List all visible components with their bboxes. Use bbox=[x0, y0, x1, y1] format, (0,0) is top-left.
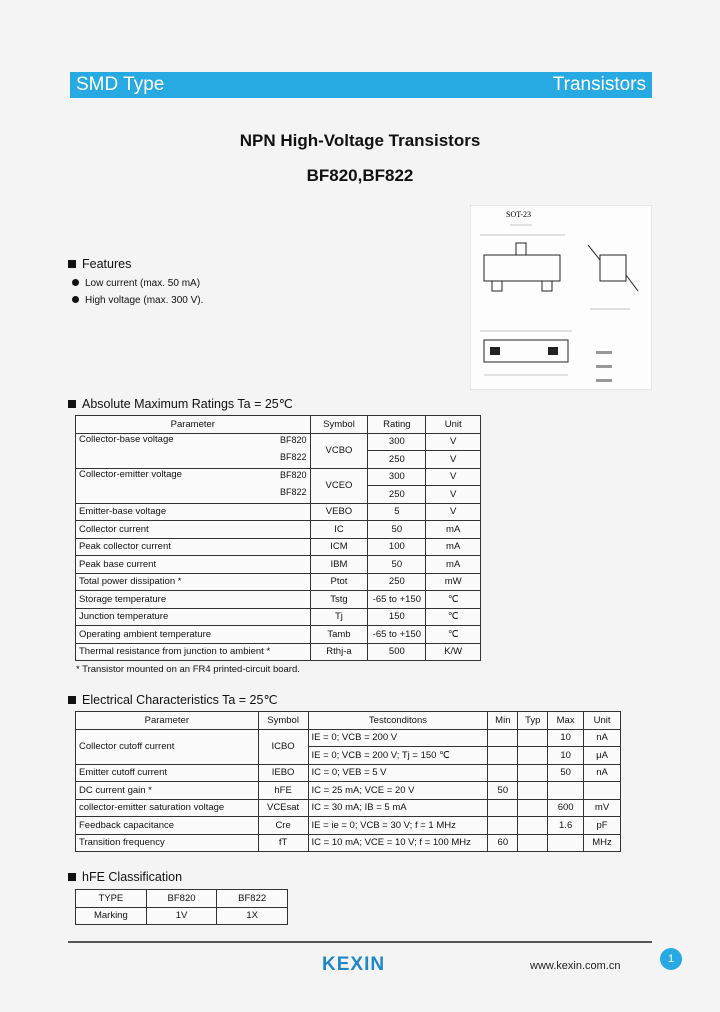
feature-item: High voltage (max. 300 V). bbox=[72, 295, 203, 306]
table-cell bbox=[518, 729, 548, 747]
table-cell: Collector-emitter voltage BF820 BF822 bbox=[76, 468, 311, 503]
table-cell: Collector-base voltage BF820 BF822 bbox=[76, 433, 311, 468]
table-cell: V bbox=[426, 433, 481, 451]
table-cell: 250 bbox=[368, 451, 426, 469]
table-cell: IE = 0; VCB = 200 V bbox=[308, 729, 488, 747]
kexin-logo: KEXIN bbox=[322, 954, 386, 975]
table-cell: mA bbox=[426, 538, 481, 556]
table-cell: 250 bbox=[368, 573, 426, 591]
table-cell: ICBO bbox=[258, 729, 308, 764]
table-cell: IE = 0; VCB = 200 V; Tj = 150 ℃ bbox=[308, 747, 488, 765]
table-row bbox=[76, 890, 288, 908]
table-cell: Tj bbox=[310, 608, 368, 626]
table-cell: MHz bbox=[584, 834, 621, 852]
table-cell: mV bbox=[584, 799, 621, 817]
table-row bbox=[76, 817, 621, 835]
table-cell: 50 bbox=[548, 764, 584, 782]
table-cell: IC = 25 mA; VCE = 20 V bbox=[308, 782, 488, 800]
table-cell: 50 bbox=[368, 556, 426, 574]
table-cell: mA bbox=[426, 556, 481, 574]
table-row bbox=[76, 782, 621, 800]
table-cell: 50 bbox=[488, 782, 518, 800]
table-cell bbox=[518, 782, 548, 800]
table-cell: Total power dissipation * bbox=[76, 573, 311, 591]
table-cell: Peak base current bbox=[76, 556, 311, 574]
table-cell: Emitter-base voltage bbox=[76, 503, 311, 521]
table-cell: Peak collector current bbox=[76, 538, 311, 556]
table-cell bbox=[518, 747, 548, 765]
table-cell: Transition frequency bbox=[76, 834, 259, 852]
table-header-cell: Symbol bbox=[258, 712, 308, 730]
table-cell bbox=[548, 782, 584, 800]
table-header-cell: Symbol bbox=[310, 416, 368, 434]
header-banner bbox=[70, 72, 652, 98]
footer-url[interactable]: www.kexin.com.cn bbox=[530, 960, 621, 972]
table-cell: Collector current bbox=[76, 521, 311, 539]
table-cell: DC current gain * bbox=[76, 782, 259, 800]
table-cell: IEBO bbox=[258, 764, 308, 782]
table-cell: IBM bbox=[310, 556, 368, 574]
table-cell: V bbox=[426, 451, 481, 469]
hfe-table bbox=[75, 889, 288, 925]
table-cell: Junction temperature bbox=[76, 608, 311, 626]
table-header-row bbox=[76, 712, 621, 730]
table-cell: -65 to +150 bbox=[368, 626, 426, 644]
table-row bbox=[76, 626, 481, 644]
table-cell: mW bbox=[426, 573, 481, 591]
table-cell bbox=[518, 764, 548, 782]
table-cell: Thermal resistance from junction to ambient * bbox=[76, 643, 311, 661]
table-row bbox=[76, 503, 481, 521]
table-cell: Storage temperature bbox=[76, 591, 311, 609]
table-cell: ℃ bbox=[426, 608, 481, 626]
bullet-square-icon bbox=[68, 873, 76, 881]
table-header-cell: Rating bbox=[368, 416, 426, 434]
table-cell bbox=[518, 817, 548, 835]
table-cell bbox=[488, 764, 518, 782]
bullet-dot-icon bbox=[72, 296, 79, 303]
table-cell bbox=[584, 782, 621, 800]
table-cell: mA bbox=[426, 521, 481, 539]
table-row bbox=[76, 834, 621, 852]
table-cell: Collector cutoff current bbox=[76, 729, 259, 764]
table-cell bbox=[548, 834, 584, 852]
table-row bbox=[76, 521, 481, 539]
bullet-dot-icon bbox=[72, 279, 79, 286]
bullet-square-icon bbox=[68, 400, 76, 408]
table-cell: ℃ bbox=[426, 626, 481, 644]
table-cell: pF bbox=[584, 817, 621, 835]
table-cell bbox=[488, 747, 518, 765]
table-row bbox=[76, 556, 481, 574]
table-row bbox=[76, 799, 621, 817]
table-cell: hFE bbox=[258, 782, 308, 800]
table-cell: Tamb bbox=[310, 626, 368, 644]
header-left: SMD Type bbox=[76, 74, 165, 95]
table-cell: TYPE bbox=[76, 890, 147, 908]
table-cell: VCEsat bbox=[258, 799, 308, 817]
table-cell: Tstg bbox=[310, 591, 368, 609]
table-row bbox=[76, 643, 481, 661]
table-cell: Ptot bbox=[310, 573, 368, 591]
table-cell: IC = 10 mA; VCE = 10 V; f = 100 MHz bbox=[308, 834, 488, 852]
table-cell: V bbox=[426, 503, 481, 521]
table-cell: Operating ambient temperature bbox=[76, 626, 311, 644]
package-label: SOT-23 bbox=[506, 210, 532, 219]
bullet-square-icon bbox=[68, 260, 76, 268]
table-cell: 250 bbox=[368, 486, 426, 504]
table-cell: Marking bbox=[76, 907, 147, 925]
table-cell: ℃ bbox=[426, 591, 481, 609]
page-number-badge: 1 bbox=[660, 948, 682, 970]
table-cell: VCEO bbox=[310, 468, 368, 503]
table-cell bbox=[488, 729, 518, 747]
table-cell: BF822 bbox=[217, 890, 288, 908]
table-row bbox=[76, 729, 621, 747]
table-row bbox=[76, 573, 481, 591]
table-header-cell: Unit bbox=[426, 416, 481, 434]
table-row bbox=[76, 538, 481, 556]
table-cell bbox=[518, 834, 548, 852]
table-cell: nA bbox=[584, 729, 621, 747]
table-row bbox=[76, 764, 621, 782]
table-header-row bbox=[76, 416, 481, 434]
abs-max-table bbox=[75, 415, 481, 661]
table-row bbox=[76, 907, 288, 925]
table-cell bbox=[488, 817, 518, 835]
table-cell: 60 bbox=[488, 834, 518, 852]
table-cell: 100 bbox=[368, 538, 426, 556]
table-cell: 300 bbox=[368, 433, 426, 451]
table-cell bbox=[518, 799, 548, 817]
table-cell: Emitter cutoff current bbox=[76, 764, 259, 782]
table-cell: 1.6 bbox=[548, 817, 584, 835]
table-cell: Feedback capacitance bbox=[76, 817, 259, 835]
footer-divider bbox=[68, 941, 652, 943]
elec-heading: Electrical Characteristics Ta = 25℃ bbox=[68, 692, 277, 707]
table-header-cell: Parameter bbox=[76, 416, 311, 434]
table-row bbox=[76, 468, 481, 486]
table-row bbox=[76, 591, 481, 609]
table-cell: 5 bbox=[368, 503, 426, 521]
bullet-square-icon bbox=[68, 696, 76, 704]
table-cell: 50 bbox=[368, 521, 426, 539]
table-cell: 1V bbox=[146, 907, 217, 925]
table-cell: K/W bbox=[426, 643, 481, 661]
table-header-cell: Unit bbox=[584, 712, 621, 730]
table-header-cell: Max bbox=[548, 712, 584, 730]
table-header-cell: Testconditons bbox=[308, 712, 488, 730]
table-cell: 600 bbox=[548, 799, 584, 817]
table-cell: fT bbox=[258, 834, 308, 852]
table-cell: Cre bbox=[258, 817, 308, 835]
table-cell: BF820 bbox=[146, 890, 217, 908]
table-header-cell: Min bbox=[488, 712, 518, 730]
table-cell: V bbox=[426, 468, 481, 486]
table-cell: VEBO bbox=[310, 503, 368, 521]
table-cell: collector-emitter saturation voltage bbox=[76, 799, 259, 817]
table-cell: μA bbox=[584, 747, 621, 765]
table-header-cell: Parameter bbox=[76, 712, 259, 730]
features-heading: Features bbox=[68, 257, 131, 271]
page-subtitle: BF820,BF822 bbox=[306, 166, 414, 185]
table-cell: IC bbox=[310, 521, 368, 539]
table-cell: Rthj-a bbox=[310, 643, 368, 661]
feature-item: Low current (max. 50 mA) bbox=[72, 278, 200, 289]
page-title: NPN High-Voltage Transistors bbox=[239, 131, 481, 150]
package-drawing bbox=[470, 205, 652, 390]
abs-max-heading: Absolute Maximum Ratings Ta = 25℃ bbox=[68, 396, 293, 411]
table-cell: 500 bbox=[368, 643, 426, 661]
table-cell: 1X bbox=[217, 907, 288, 925]
table-row bbox=[76, 608, 481, 626]
elec-table bbox=[75, 711, 621, 852]
hfe-heading: hFE Classification bbox=[68, 870, 182, 884]
table-cell: ICM bbox=[310, 538, 368, 556]
table-cell bbox=[488, 799, 518, 817]
table-header-cell: Typ bbox=[518, 712, 548, 730]
table-cell: 300 bbox=[368, 468, 426, 486]
table-cell: -65 to +150 bbox=[368, 591, 426, 609]
table-cell: IC = 30 mA; IB = 5 mA bbox=[308, 799, 488, 817]
table-cell: 10 bbox=[548, 747, 584, 765]
table-cell: IC = 0; VEB = 5 V bbox=[308, 764, 488, 782]
table-cell: 10 bbox=[548, 729, 584, 747]
table-cell: nA bbox=[584, 764, 621, 782]
table-cell: V bbox=[426, 486, 481, 504]
table-cell: 150 bbox=[368, 608, 426, 626]
table-row bbox=[76, 433, 481, 451]
abs-max-note: * Transistor mounted on an FR4 printed-circuit board. bbox=[76, 664, 300, 675]
table-cell: VCBO bbox=[310, 433, 368, 468]
table-cell: IE = ie = 0; VCB = 30 V; f = 1 MHz bbox=[308, 817, 488, 835]
header-right: Transistors bbox=[552, 74, 646, 95]
